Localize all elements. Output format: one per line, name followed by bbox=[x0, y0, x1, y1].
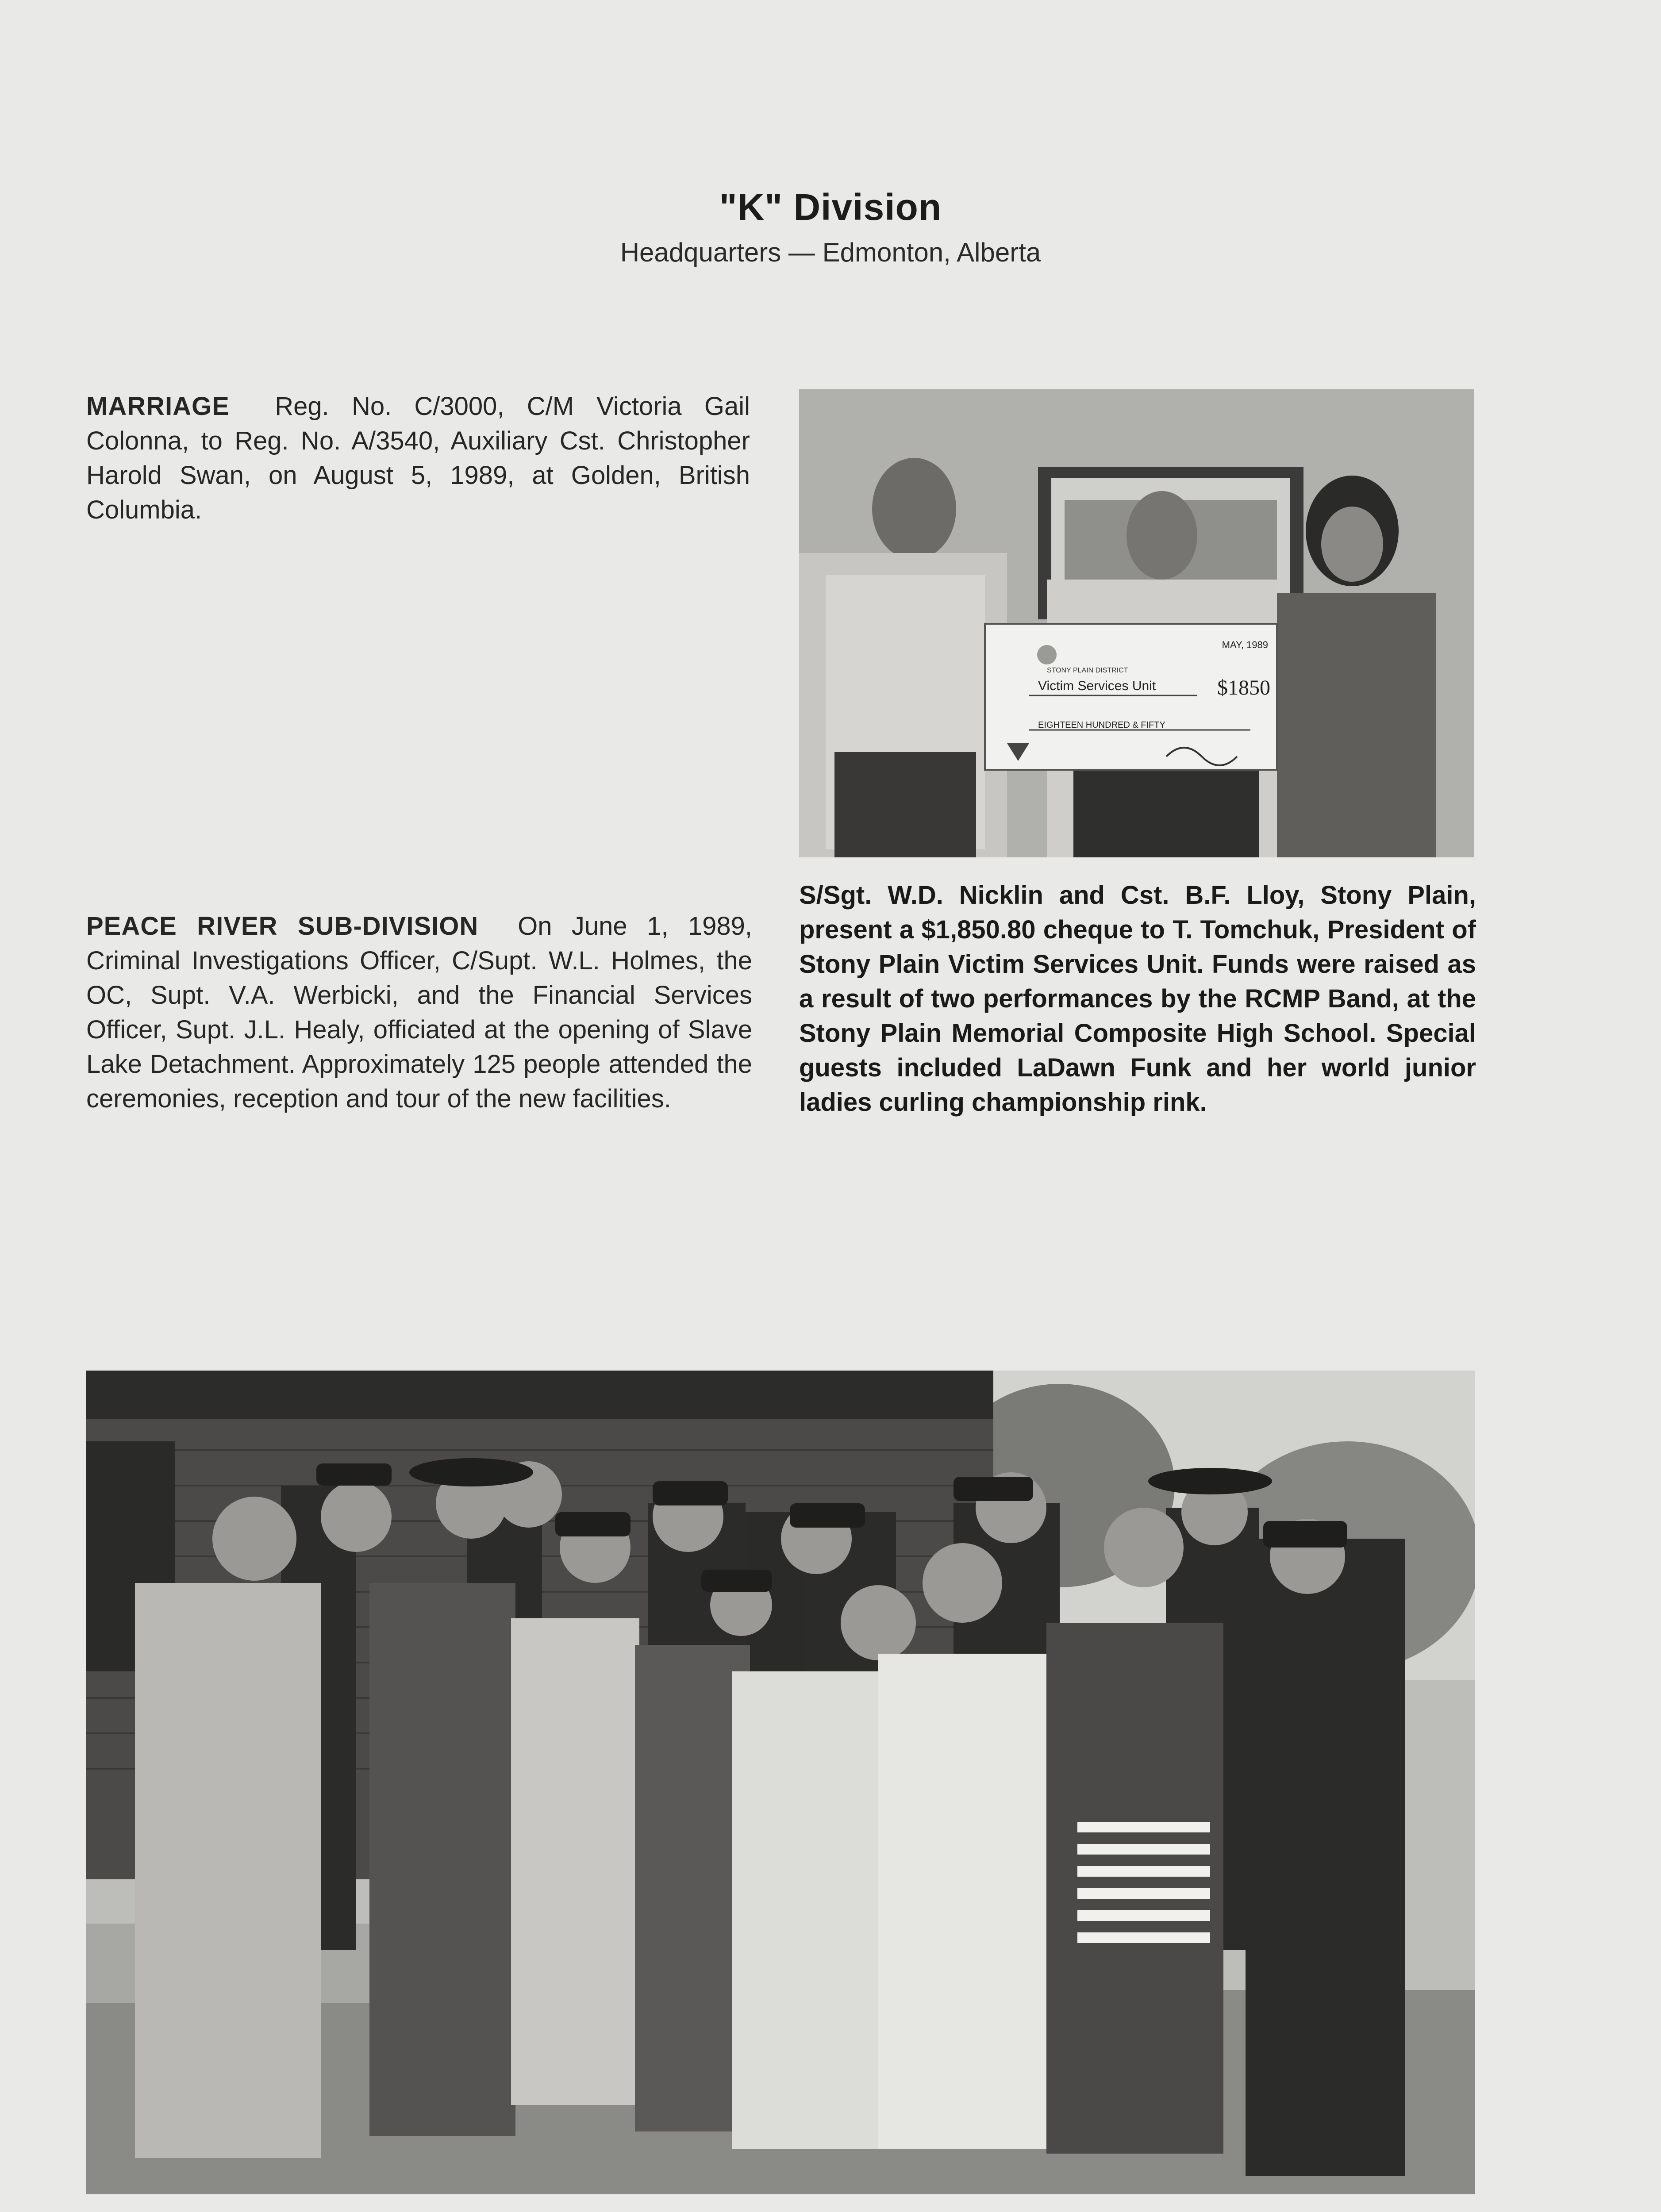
page-subtitle: Headquarters — Edmonton, Alberta bbox=[620, 238, 1041, 267]
cheque-date: MAY, 1989 bbox=[1222, 639, 1268, 650]
slave-lake-group-photo bbox=[86, 1371, 1475, 2194]
cheque-amount-words: EIGHTEEN HUNDRED & FIFTY bbox=[1038, 720, 1165, 730]
cheque-payee: Victim Services Unit bbox=[1038, 679, 1156, 693]
peace-river-heading: PEACE RIVER SUB-DIVISION bbox=[86, 912, 479, 941]
peace-river-notice bbox=[86, 909, 752, 1116]
cheque-photo-caption: S/Sgt. W.D. Nicklin and Cst. B.F. Lloy, Stony Plain, present a $1,850.80 cheque to T. Tomchuk, President of Stony Plain Victim Services Unit. Funds were raised as a result of two performances by the RCMP Band, at the Stony Plain Memorial Composite High School. Special guests included LaDawn Funk and her world junior ladies curling championship rink. bbox=[799, 881, 1476, 1117]
marriage-heading: MARRIAGE bbox=[86, 392, 230, 421]
page-title: "K" Division bbox=[719, 186, 942, 228]
marriage-notice bbox=[86, 389, 750, 527]
marriage-text: Reg. No. C/3000, C/M Victoria Gail Colonna, to Reg. No. A/3540, Auxiliary Cst. Christopher Harold Swan, on August 5, 1989, at Golden, British Columbia. bbox=[86, 392, 750, 524]
cheque-issuer: STONY PLAIN DISTRICT bbox=[1047, 667, 1128, 674]
cheque-presentation-photo bbox=[799, 389, 1474, 857]
cheque-amount: $1850 bbox=[1217, 676, 1270, 699]
peace-river-text: On June 1, 1989, Criminal Investigations Officer, C/Supt. W.L. Holmes, the OC, Supt. V.A. Werbicki, and the Financial Services Officer, Supt. J.L. Healy, officiated at the opening of Slave Lake Detachment. Approximately 125 people attended the ceremonies, reception and tour of the new facilities. bbox=[86, 912, 752, 1113]
